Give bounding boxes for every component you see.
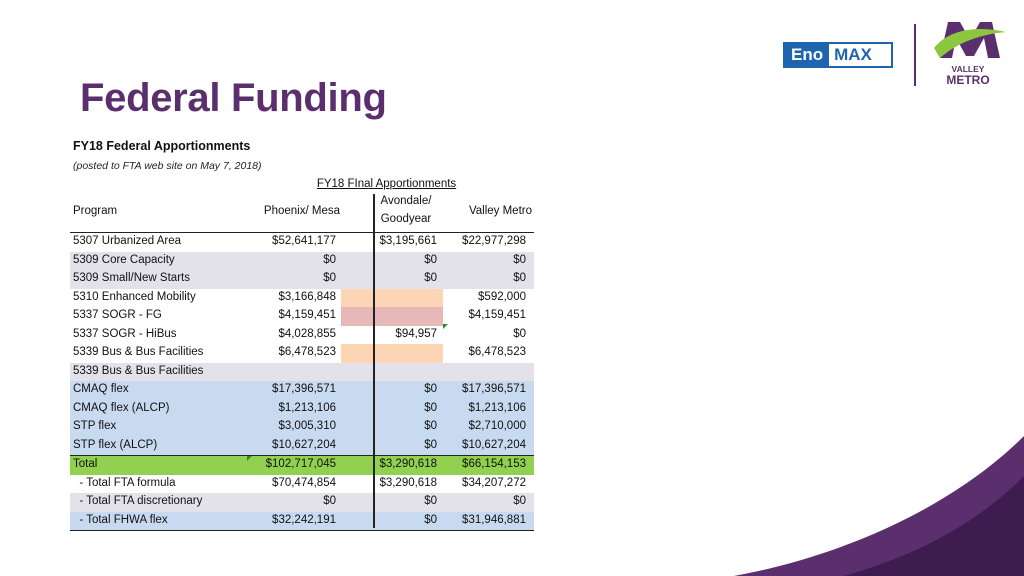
cell-phoenix-mesa: $3,005,310 xyxy=(278,420,336,432)
cell-phoenix-mesa: $6,478,523 xyxy=(278,346,336,358)
cell-valley-metro: $10,627,204 xyxy=(462,438,526,451)
table-row xyxy=(70,475,534,494)
cell-valley-metro: $6,478,523 xyxy=(468,346,526,358)
cell-phoenix-mesa: $52,641,177 xyxy=(272,235,336,247)
cell-program: STP flex xyxy=(73,420,117,432)
cell-valley-metro: $0 xyxy=(513,253,526,266)
table-row xyxy=(70,289,534,308)
header-valley-metro: Valley Metro xyxy=(468,205,532,217)
cell-phoenix-mesa: $0 xyxy=(323,253,336,266)
table-row xyxy=(70,363,534,382)
header-avondale-line2: Goodyear xyxy=(380,213,432,225)
valley-metro-logo-text xyxy=(938,64,998,86)
cell-avondale: $0 xyxy=(424,513,437,526)
cell-avondale: $94,957 xyxy=(395,327,437,340)
cell-program: 5310 Enhanced Mobility xyxy=(73,290,196,303)
cell-phoenix-mesa: $10,627,204 xyxy=(272,438,336,451)
cell-phoenix-mesa: $32,242,191 xyxy=(272,513,336,526)
cell-phoenix-mesa: $17,396,571 xyxy=(272,383,336,395)
cell-avondale: $3,290,618 xyxy=(379,458,437,470)
cell-program: 5337 SOGR - FG xyxy=(73,309,162,321)
group-heading-row xyxy=(70,176,534,194)
cell-avondale: $0 xyxy=(424,383,437,395)
enomax-logo-eno: Eno xyxy=(785,44,829,66)
cell-valley-metro: $17,396,571 xyxy=(462,383,526,395)
cell-avondale: $0 xyxy=(424,401,437,414)
apportionments-table xyxy=(70,176,534,531)
vm-line1: VALLEY xyxy=(951,64,985,74)
cell-program: 5339 Bus & Bus Facilities xyxy=(73,346,204,358)
cell-program: STP flex (ALCP) xyxy=(73,438,158,451)
cell-avondale: $3,195,661 xyxy=(379,235,437,247)
table-row xyxy=(70,344,534,363)
cell-program: 5309 Core Capacity xyxy=(73,253,175,266)
cell-valley-metro: $4,159,451 xyxy=(468,309,526,321)
cell-valley-metro: $0 xyxy=(513,495,526,507)
column-headers xyxy=(70,194,534,233)
table-row-total xyxy=(70,455,534,475)
cell-program: CMAQ flex xyxy=(73,383,129,395)
cell-valley-metro: $0 xyxy=(513,272,526,284)
cell-avondale: $0 xyxy=(424,253,437,266)
table-row xyxy=(70,233,534,252)
cell-phoenix-mesa: $4,028,855 xyxy=(278,327,336,340)
cell-program: - Total FTA formula xyxy=(73,476,176,489)
table-row xyxy=(70,418,534,437)
cell-phoenix-mesa: $1,213,106 xyxy=(278,401,336,414)
table-subtitle: FY18 Federal Apportionments xyxy=(73,139,251,153)
cell-phoenix-mesa: $102,717,045 xyxy=(265,458,336,470)
page-title: Federal Funding xyxy=(80,76,387,120)
table-row xyxy=(70,326,534,345)
cell-valley-metro: $1,213,106 xyxy=(468,401,526,414)
cell-avondale: $3,290,618 xyxy=(379,476,437,489)
header-avondale-goodyear xyxy=(370,192,442,228)
enomax-logo xyxy=(783,42,893,68)
cell-valley-metro: $592,000 xyxy=(478,290,526,303)
column-divider xyxy=(373,194,375,528)
header-avondale-line1: Avondale/ xyxy=(380,195,432,207)
cell-valley-metro: $34,207,272 xyxy=(462,476,526,489)
vm-line2: METRO xyxy=(946,73,990,87)
highlight-cell xyxy=(341,344,443,363)
group-heading: FY18 FInal Apportionments xyxy=(316,178,457,190)
table-row xyxy=(70,493,534,512)
cell-program: - Total FTA discretionary xyxy=(73,495,203,507)
source-note: (posted to FTA web site on May 7, 2018) xyxy=(73,160,262,172)
table-row xyxy=(70,252,534,271)
table-row xyxy=(70,307,534,326)
cell-program: 5309 Small/New Starts xyxy=(73,272,190,284)
cell-program: 5307 Urbanized Area xyxy=(73,235,182,247)
table-row xyxy=(70,381,534,400)
table-row xyxy=(70,270,534,289)
cell-phoenix-mesa: $70,474,854 xyxy=(272,476,336,489)
cell-program: CMAQ flex (ALCP) xyxy=(73,401,170,414)
cell-program: 5339 Bus & Bus Facilities xyxy=(73,364,204,377)
cell-valley-metro: $0 xyxy=(513,327,526,340)
header-phoenix-mesa: Phoenix/ Mesa xyxy=(263,205,340,217)
corner-swoosh-graphic xyxy=(724,416,1024,576)
cell-avondale: $0 xyxy=(424,495,437,507)
cell-phoenix-mesa: $3,166,848 xyxy=(278,290,336,303)
logo-divider xyxy=(914,24,916,86)
enomax-logo-max: MAX xyxy=(834,45,872,64)
table-row xyxy=(70,400,534,419)
cell-avondale: $0 xyxy=(424,272,437,284)
table-row xyxy=(70,512,534,532)
table-row xyxy=(70,437,534,456)
cell-program: 5337 SOGR - HiBus xyxy=(73,327,177,340)
highlight-cell xyxy=(341,289,443,308)
cell-phoenix-mesa: $0 xyxy=(323,272,336,284)
cell-program: Total xyxy=(73,458,98,470)
cell-valley-metro: $2,710,000 xyxy=(468,420,526,432)
cell-valley-metro: $22,977,298 xyxy=(462,235,526,247)
cell-program: - Total FHWA flex xyxy=(73,513,168,526)
cell-phoenix-mesa: $0 xyxy=(323,495,336,507)
cell-phoenix-mesa: $4,159,451 xyxy=(278,309,336,321)
header-program: Program xyxy=(73,205,118,217)
cell-avondale: $0 xyxy=(424,420,437,432)
cell-valley-metro: $31,946,881 xyxy=(462,513,526,526)
cell-valley-metro: $66,154,153 xyxy=(462,458,526,470)
highlight-cell xyxy=(341,307,443,326)
cell-avondale: $0 xyxy=(424,438,437,451)
